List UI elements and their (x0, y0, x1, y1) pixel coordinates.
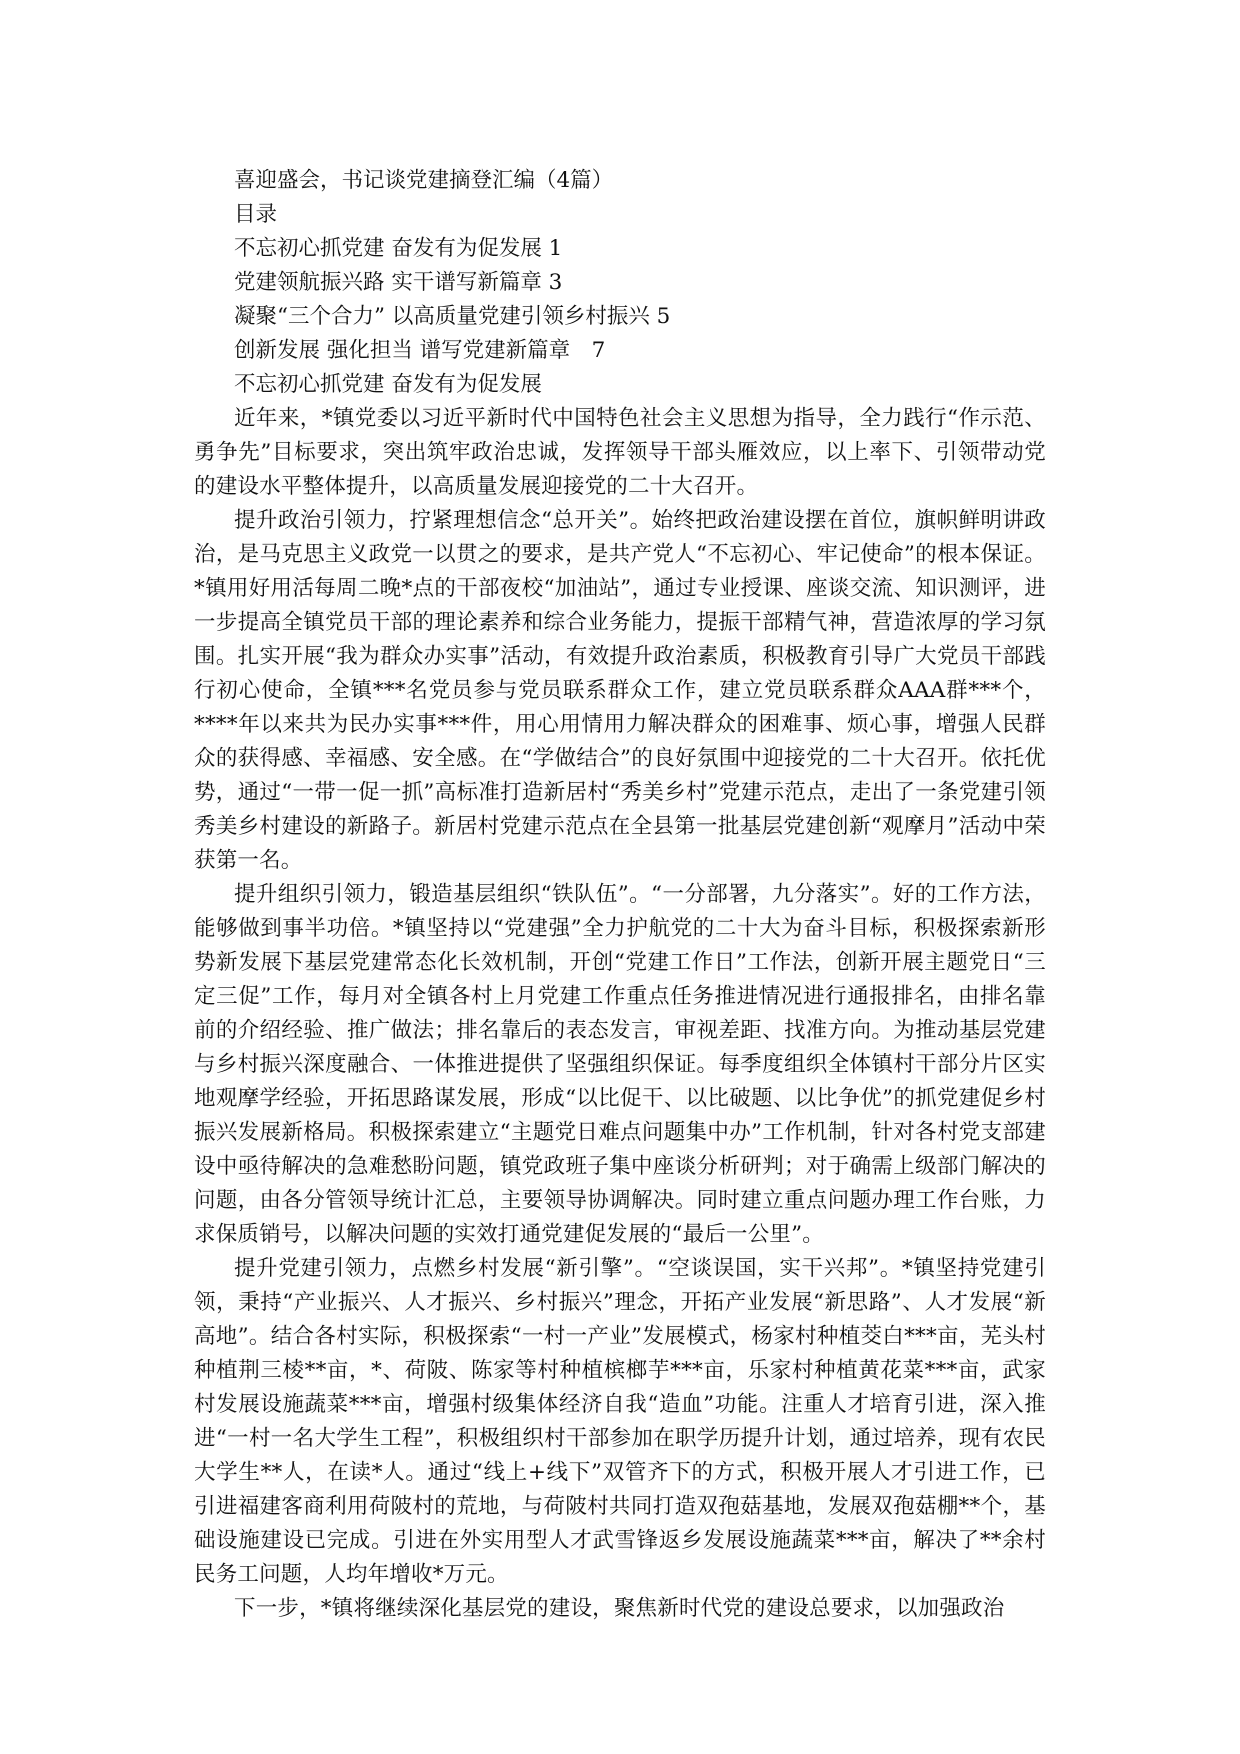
document-title: 喜迎盛会，书记谈党建摘登汇编（4篇） (234, 168, 614, 193)
toc-item: 创新发展 强化担当 谱写党建新篇章 7 (234, 338, 606, 363)
toc-item: 不忘初心抓党建 奋发有为促发展 1 (234, 236, 563, 261)
body-paragraph: 提升政治引领力，拧紧理想信念“总开关”。始终把政治建设摆在首位，旗帜鲜明讲政治，是马克思主义政党一以贯之的要求，是共产党人“不忘初心、牢记使命”的根本保证。*镇用好用活每周二晚*点的干部夜校“加油站”，通过专业授课、座谈交流、知识测评，进一步提高全镇党员干部的理论素养和综合业务能力，提振干部精气神，营造浓厚的学习氛围。扎实开展“我为群众办实事”活动，有效提升政治素质，积极教育引导广大党员干部践行初心使命，全镇***名党员参与党员联系群众工作，建立党员联系群众AAA群***个，****年以来共为民办实事***件，用心用情用力解决群众的困难事、烦心事，增强人民群众的获得感、幸福感、安全感。在“学做结合”的良好氛围中迎接党的二十大召开。依托优势，通过“一带一促一抓”高标准打造新居村“秀美乡村”党建示范点，走出了一条党建引领秀美乡村建设的新路子。新居村党建示范点在全县第一批基层党建创新“观摩月”活动中荣获第一名。 (194, 508, 1046, 873)
toc-item: 党建领航振兴路 实干谱写新篇章 3 (234, 270, 563, 295)
toc-item: 凝聚“三个合力” 以高质量党建引领乡村振兴 5 (234, 304, 671, 329)
body-paragraph: 近年来，*镇党委以习近平新时代中国特色社会主义思想为指导，全力践行“作示范、勇争先”目标要求，突出筑牢政治忠诚，发挥领导干部头雁效应，以上率下、引领带动党的建设水平整体提升，以高质量发展迎接党的二十大召开。 (194, 406, 1046, 499)
body-paragraph: 提升组织引领力，锻造基层组织“铁队伍”。“一分部署，九分落实”。好的工作方法，能够做到事半功倍。*镇坚持以“党建强”全力护航党的二十大为奋斗目标，积极探索新形势新发展下基层党建常态化长效机制，开创“党建工作日”工作法，创新开展主题党日“三定三促”工作，每月对全镇各村上月党建工作重点任务推进情况进行通报排名，由排名靠前的介绍经验、推广做法；排名靠后的表态发言，审视差距、找准方向。为推动基层党建与乡村振兴深度融合、一体推进提供了坚强组织保证。每季度组织全体镇村干部分片区实地观摩学经验，开拓思路谋发展，形成“以比促干、以比破题、以比争优”的抓党建促乡村振兴发展新格局。积极探索建立“主题党日难点问题集中办”工作机制，针对各村党支部建设中亟待解决的急难愁盼问题，镇党政班子集中座谈分析研判；对于确需上级部门解决的问题，由各分管领导统计汇总，主要领导协调解决。同时建立重点问题办理工作台账，力求保质销号，以解决问题的实效打通党建促发展的“最后一公里”。 (194, 882, 1046, 1247)
body-paragraph: 提升党建引领力，点燃乡村发展“新引擎”。“空谈误国，实干兴邦”。*镇坚持党建引领，秉持“产业振兴、人才振兴、乡村振兴”理念，开拓产业发展“新思路”、人才发展“新高地”。结合各村实际，积极探索“一村一产业”发展模式，杨家村种植茭白***亩，芜头村种植荆三棱**亩，*、荷陂、陈家等村种植槟榔芋***亩，乐家村种植黄花菜***亩，武家村发展设施蔬菜***亩，增强村级集体经济自我“造血”功能。注重人才培育引进，深入推进“一村一名大学生工程”，积极组织村干部参加在职学历提升计划，通过培养，现有农民大学生**人，在读*人。通过“线上+线下”双管齐下的方式，积极开展人才引进工作，已引进福建客商利用荷陂村的荒地，与荷陂村共同打造双孢菇基地，发展双孢菇棚**个，基础设施建设已完成。引进在外实用型人才武雪锋返乡发展设施蔬菜***亩，解决了**余村民务工问题，人均年增收*万元。 (194, 1256, 1046, 1587)
body-paragraph: 下一步，*镇将继续深化基层党的建设，聚焦新时代党的建设总要求，以加强政治 (234, 1596, 1005, 1621)
document-body (194, 164, 1046, 1626)
article-title: 不忘初心抓党建 奋发有为促发展 (234, 372, 542, 397)
toc-heading: 目录 (234, 202, 278, 227)
